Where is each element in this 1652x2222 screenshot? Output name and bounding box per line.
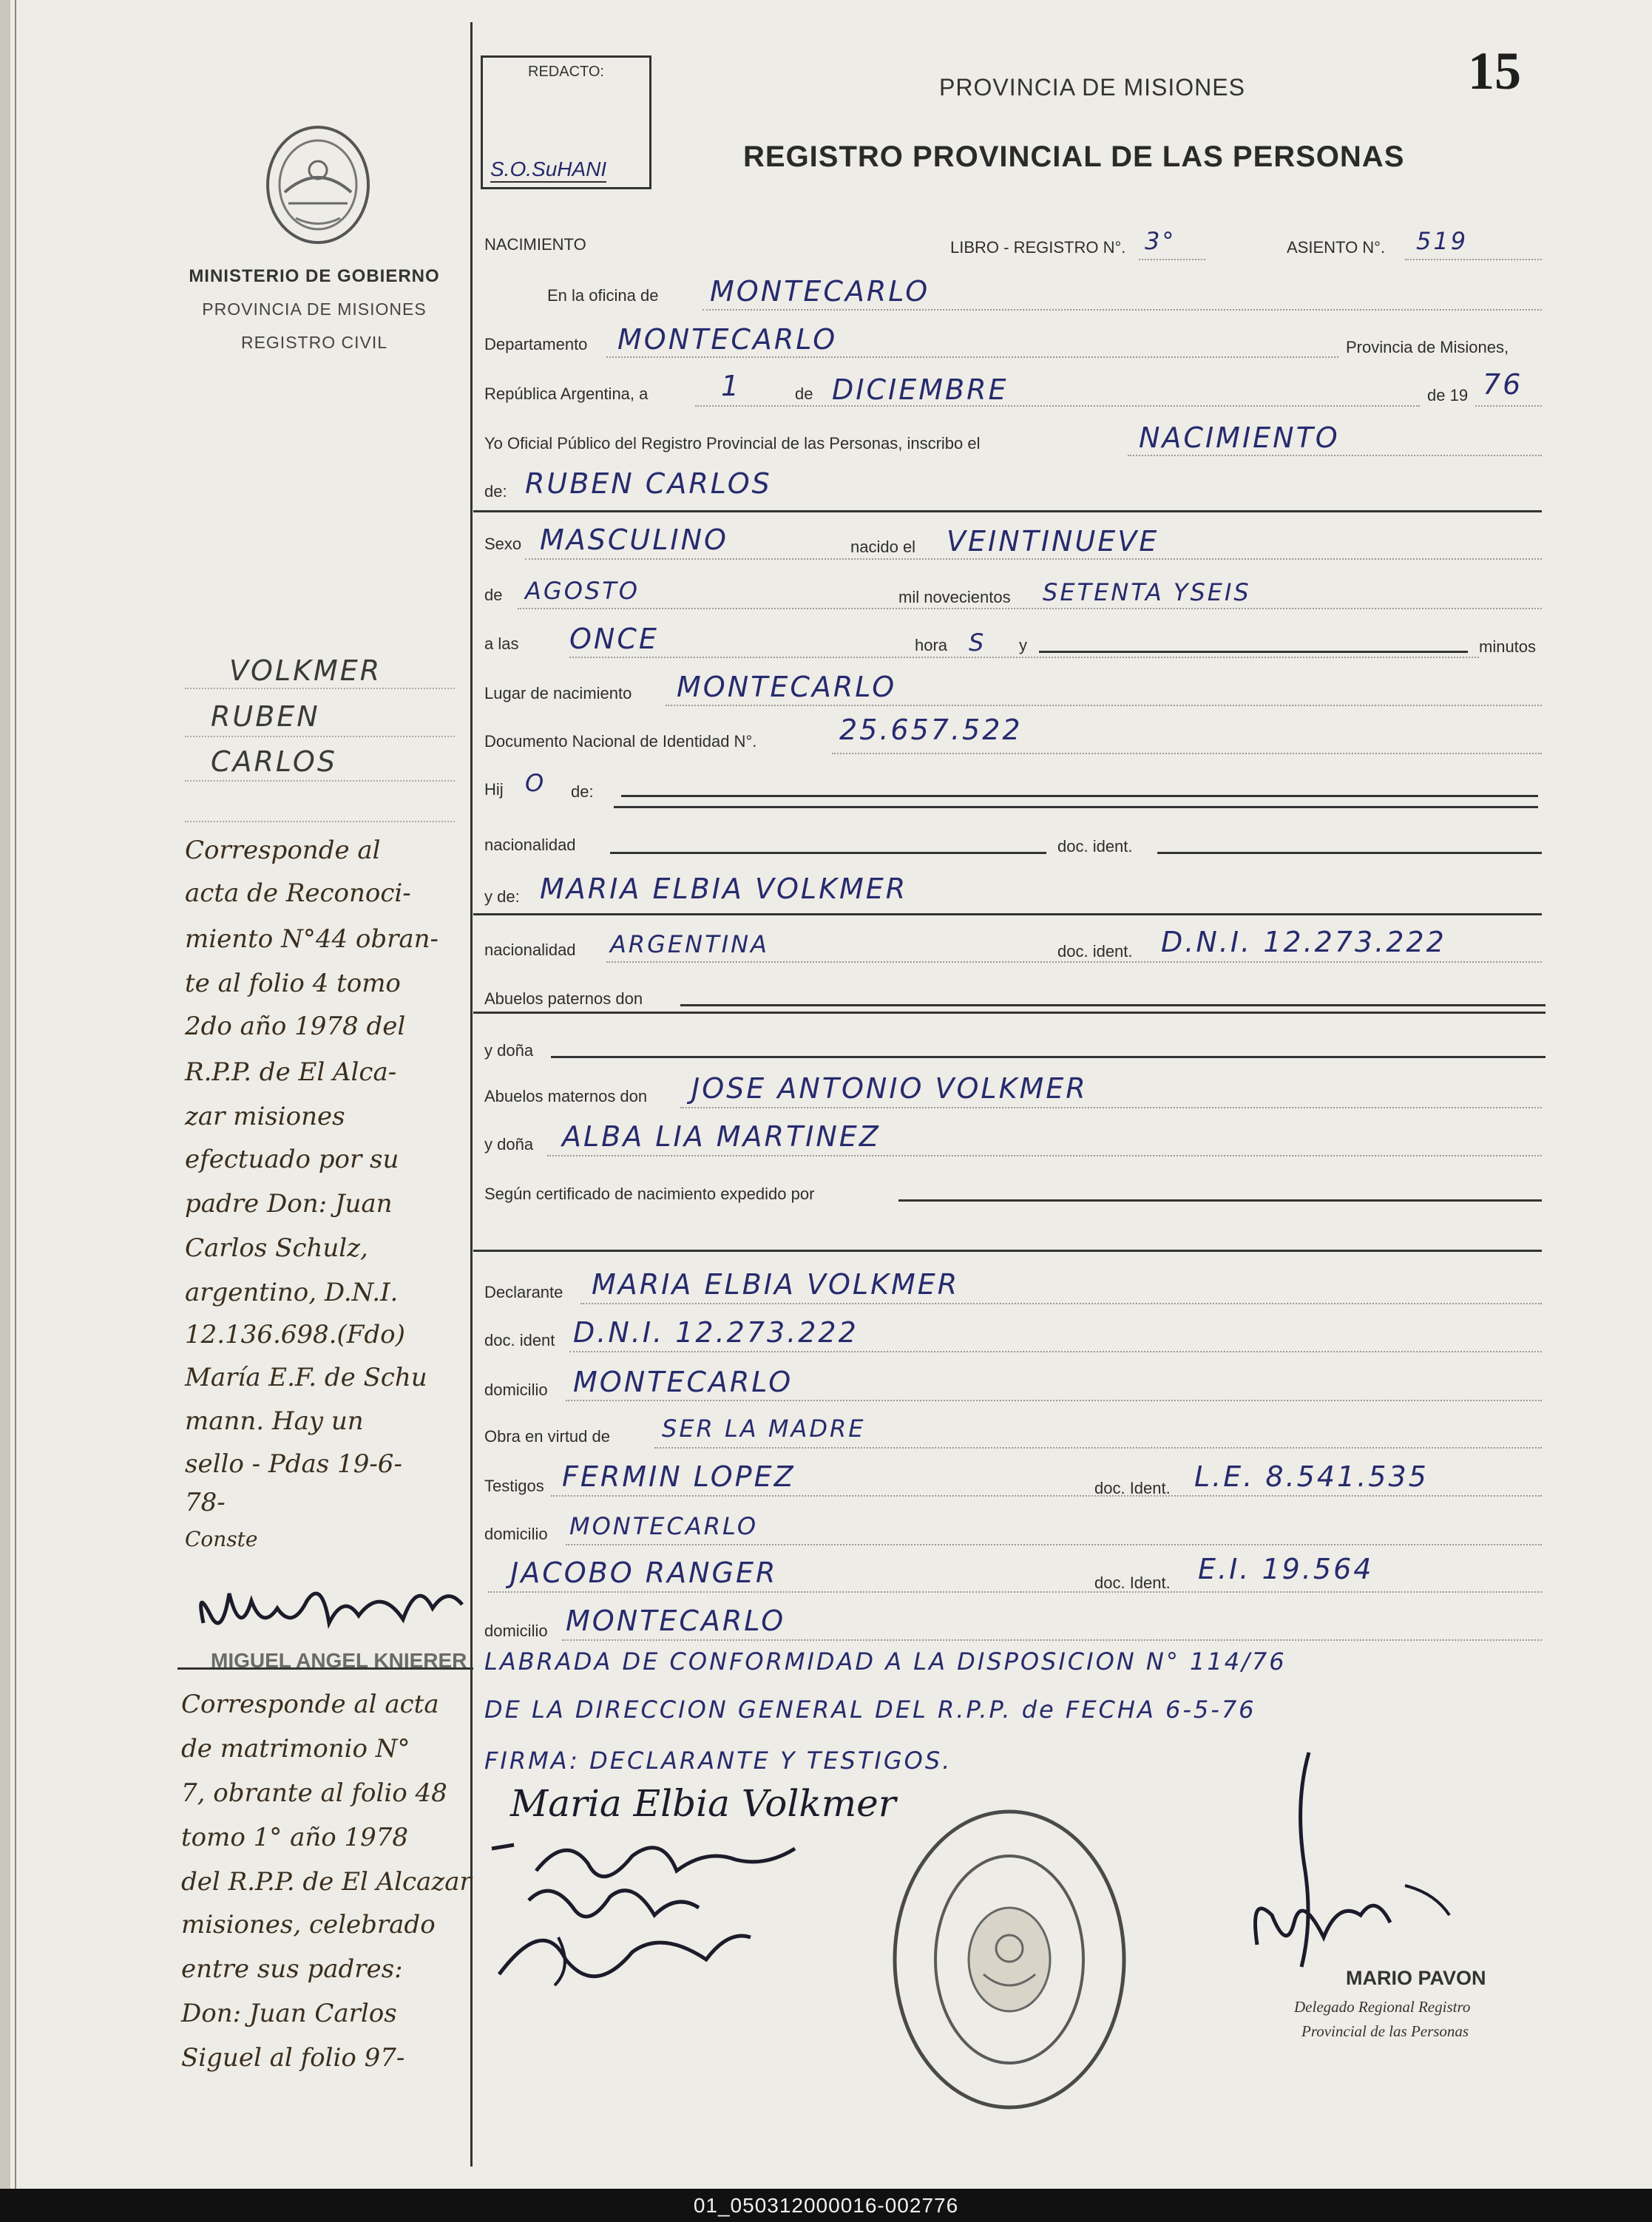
margin-note1-line: efectuado por su [185, 1145, 399, 1174]
dotted-line [562, 1639, 1542, 1641]
dotted-line [1139, 259, 1205, 260]
dotted-line [551, 1495, 1542, 1497]
margin-divider [470, 22, 473, 2167]
margin-surname: VOLKMER [229, 654, 382, 687]
a-las-label: a las [484, 634, 519, 653]
margin-note2-line: entre sus padres: [181, 1954, 403, 1984]
ab-mat-dona-value: ALBA LIA MARTINEZ [562, 1120, 881, 1153]
margin-note1-line: Corresponde al [185, 836, 381, 865]
struck-line [610, 852, 1046, 854]
dotted-line [569, 657, 1479, 658]
margin-note2-line: de matrimonio N° [181, 1734, 410, 1764]
delegate-signature [1242, 1745, 1464, 1989]
dotted-line [566, 1544, 1542, 1545]
dotted-line [606, 356, 1338, 358]
testigo2-dom-value: MONTECARLO [566, 1605, 786, 1637]
ab-mat-value: JOSE ANTONIO VOLKMER [691, 1072, 1088, 1105]
asiento-value: 519 [1416, 227, 1469, 255]
de-label: de [795, 385, 813, 403]
dotted-line [1405, 259, 1542, 260]
redacto-box [481, 55, 651, 189]
struck-line [621, 795, 1538, 797]
hora-value: ONCE [569, 623, 659, 655]
section-rule [473, 510, 1542, 512]
dotted-line [832, 753, 1542, 754]
dotted-line [185, 821, 455, 822]
ministry-office: REGISTRO CIVIL [240, 333, 388, 352]
testigo1-doc-value: L.E. 8.541.535 [1194, 1460, 1429, 1493]
margin-note1-line: 2do año 1978 del [185, 1012, 406, 1041]
oficina-value: MONTECARLO [710, 275, 930, 308]
lugar-label: Lugar de nacimiento [484, 684, 632, 702]
certificado-label: Según certificado de nacimiento expedido por [484, 1185, 815, 1203]
mil-label: mil novecientos [898, 588, 1011, 606]
oficial-label: Yo Oficial Público del Registro Provincial de las Personas, inscribo el [484, 434, 981, 453]
margin-official-stamp: MIGUEL ANGEL KNIERER [211, 1649, 467, 1672]
ab-pat-dona-label: y doña [484, 1041, 534, 1060]
dotted-line [695, 405, 1420, 407]
footer-id: 01_050312000016-002776 [0, 2189, 1652, 2222]
margin-note2-line: tomo 1° año 1978 [181, 1823, 409, 1852]
ab-pat-label: Abuelos paternos don [484, 989, 643, 1008]
page-number: 15 [1468, 41, 1521, 101]
margin-note2-line: Don: Juan Carlos [181, 1999, 397, 2028]
madre-value: MARIA ELBIA VOLKMER [540, 873, 908, 905]
libro-label: LIBRO - REGISTRO N°. [950, 238, 1126, 257]
nacionalidad2-value: ARGENTINA [610, 930, 769, 958]
dotted-line [654, 1447, 1542, 1449]
y-label: y [1019, 636, 1027, 654]
redacto-label: REDACTO: [528, 64, 604, 80]
margin-note1-line: padre Don: Juan [185, 1189, 393, 1219]
section-rule [473, 1250, 1542, 1252]
testigos-label: Testigos [484, 1477, 544, 1495]
dotted-line [666, 705, 1542, 706]
margin-note1-line: acta de Reconoci- [185, 878, 411, 908]
margin-note1-line: mann. Hay un [185, 1406, 364, 1436]
dotted-line [580, 1303, 1542, 1304]
dni-value: 25.657.522 [839, 714, 1023, 746]
margin-note1-line: argentino, D.N.I. [185, 1278, 399, 1307]
declarante-signature: Maria Elbia Volkmer [510, 1782, 896, 1825]
struck-line [1157, 852, 1542, 854]
note-line-2: DE LA DIRECCION GENERAL DEL R.P.P. de FECHA 6-5-76 [484, 1696, 1256, 1724]
dotted-line [703, 309, 1542, 311]
mes-nac-label: de [484, 586, 503, 604]
delegate-name: MARIO PAVON [1346, 1967, 1486, 1989]
nacionalidad1-label: nacionalidad [484, 836, 576, 854]
registry-stamp-icon [887, 1804, 1131, 2115]
minutos-label: minutos [1479, 637, 1537, 656]
dotted-line [1475, 405, 1542, 407]
dotted-line [185, 736, 455, 737]
doc-ident2-value: D.N.I. 12.273.222 [1161, 926, 1446, 958]
decl-dom-label: domicilio [484, 1381, 548, 1399]
ministry-seal-icon [263, 122, 373, 248]
section-rule [473, 1012, 1546, 1014]
sexo-value: MASCULINO [540, 524, 728, 556]
margin-note1-line: R.P.P. de El Alca- [185, 1057, 397, 1087]
dotted-line [606, 961, 1542, 963]
note-line-3: FIRMA: DECLARANTE Y TESTIGOS. [484, 1747, 952, 1775]
lugar-value: MONTECARLO [677, 671, 897, 703]
struck-line [1039, 651, 1468, 653]
doc-ident2-label: doc. ident. [1057, 942, 1133, 961]
decl-doc-label: doc. ident [484, 1331, 555, 1349]
redacto-value: S.O.SuHANI [490, 157, 606, 183]
margin-note2-line: misiones, celebrado [181, 1910, 436, 1940]
dotted-line [547, 1155, 1542, 1156]
libro-value: 3° [1145, 227, 1177, 255]
ministry-province: PROVINCIA DE MISIONES [202, 299, 427, 319]
dni-label: Documento Nacional de Identidad N°. [484, 732, 757, 751]
departamento-label: Departamento [484, 335, 588, 353]
hijo-label: Hij [484, 780, 504, 799]
margin-note1-line: zar misiones [185, 1102, 345, 1131]
sexo-label: Sexo [484, 535, 522, 553]
binding-line [15, 0, 16, 2189]
margin-note1-line: miento N°44 obran- [185, 924, 439, 954]
nombre-label: de: [484, 482, 507, 501]
margin-note2-line: del R.P.P. de El Alcazar [181, 1867, 472, 1897]
margin-official-signature [189, 1564, 473, 1645]
margin-note1-line: Conste [185, 1527, 258, 1551]
anio-prefix: de 19 [1427, 386, 1469, 404]
madre-label: y de: [484, 887, 520, 906]
section-rule [614, 806, 1538, 808]
decl-doc-value: D.N.I. 12.273.222 [573, 1316, 859, 1349]
testigo2-value: JACOBO RANGER [510, 1557, 778, 1589]
delegate-title-1: Delegado Regional Registro [1294, 1998, 1471, 2016]
hijo-o: O [525, 769, 546, 797]
testigo2-dom-label: domicilio [484, 1622, 548, 1640]
obra-label: Obra en virtud de [484, 1427, 610, 1446]
testigo1-value: FERMIN LOPEZ [562, 1460, 796, 1493]
oficina-label: En la oficina de [547, 286, 659, 305]
ministry-title: MINISTERIO DE GOBIERNO [189, 266, 440, 286]
departamento-value: MONTECARLO [617, 323, 838, 356]
dotted-line [518, 608, 1542, 609]
ab-mat-dona-label: y doña [484, 1135, 534, 1154]
dotted-line [185, 780, 455, 782]
hora-s: S [969, 629, 986, 657]
nacido-label: nacido el [850, 538, 916, 556]
margin-note2-line: Corresponde al acta [181, 1690, 439, 1719]
dotted-line [525, 558, 1542, 560]
testigo1-doc-label: doc. Ident. [1094, 1479, 1171, 1497]
testigo1-dom-value: MONTECARLO [569, 1512, 758, 1540]
binding-edge [0, 0, 10, 2189]
section-rule [473, 913, 1542, 915]
nacido-value: VEINTINUEVE [947, 525, 1160, 558]
hijo-de-label: de: [571, 782, 594, 801]
nombre-value: RUBEN CARLOS [525, 467, 772, 500]
registry-heading: REGISTRO PROVINCIAL DE LAS PERSONAS [743, 140, 1405, 173]
republica-label: República Argentina, a [484, 385, 649, 403]
margin-note1-line: te al folio 4 tomo [185, 969, 401, 998]
testigo1-dom-label: domicilio [484, 1525, 548, 1543]
provincia-label: Provincia de Misiones, [1346, 338, 1509, 356]
mes-nac-value: AGOSTO [525, 577, 640, 605]
struck-line [551, 1056, 1546, 1058]
mes-value: DICIEMBRE [832, 373, 1009, 406]
testigo2-doc-value: E.I. 19.564 [1198, 1553, 1374, 1585]
margin-second-name: CARLOS [211, 745, 337, 778]
dotted-line [566, 1400, 1542, 1401]
doc-ident1-label: doc. ident. [1057, 837, 1133, 856]
mil-value: SETENTA YSEIS [1043, 578, 1251, 606]
margin-note1-line: sello - Pdas 19-6- [185, 1449, 402, 1479]
margin-note1-line: 78- [185, 1488, 226, 1517]
margin-note1-line: 12.136.698.(Fdo) [185, 1320, 405, 1349]
margin-note2-line: Siguel al folio 97- [181, 2043, 405, 2073]
nacionalidad2-label: nacionalidad [484, 941, 576, 959]
margin-note2-line: 7, obrante al folio 48 [181, 1778, 447, 1808]
obra-value: SER LA MADRE [662, 1415, 866, 1443]
struck-line [680, 1004, 1546, 1006]
asiento-label: ASIENTO N°. [1287, 238, 1386, 257]
testigo2-doc-label: doc. Ident. [1094, 1574, 1171, 1592]
inscripcion-value: NACIMIENTO [1139, 421, 1340, 454]
acta-type-label: NACIMIENTO [484, 235, 586, 254]
dotted-line [488, 1591, 1542, 1593]
margin-rule [177, 1667, 473, 1670]
struck-line [898, 1199, 1542, 1202]
province-heading: PROVINCIA DE MISIONES [939, 74, 1245, 101]
anio-value: 76 [1483, 368, 1523, 401]
margin-first-name: RUBEN [211, 700, 320, 733]
margin-note1-line: María E.F. de Schu [185, 1363, 427, 1392]
decl-dom-value: MONTECARLO [573, 1366, 793, 1398]
dotted-line [569, 1351, 1542, 1352]
ab-mat-label: Abuelos maternos don [484, 1087, 648, 1105]
note-line-1: LABRADA DE CONFORMIDAD A LA DISPOSICION N° 114/76 [484, 1647, 1287, 1676]
delegate-title-2: Provincial de las Personas [1301, 2022, 1469, 2040]
hora-label: hora [915, 636, 948, 654]
declarante-label: Declarante [484, 1283, 563, 1301]
witness-signatures [484, 1826, 817, 1996]
dia-value: 1 [721, 370, 742, 402]
margin-note1-line: Carlos Schulz, [185, 1233, 368, 1263]
dotted-line [680, 1107, 1542, 1108]
declarante-value: MARIA ELBIA VOLKMER [592, 1268, 960, 1301]
dotted-line [1128, 455, 1542, 456]
dotted-line [185, 688, 455, 689]
